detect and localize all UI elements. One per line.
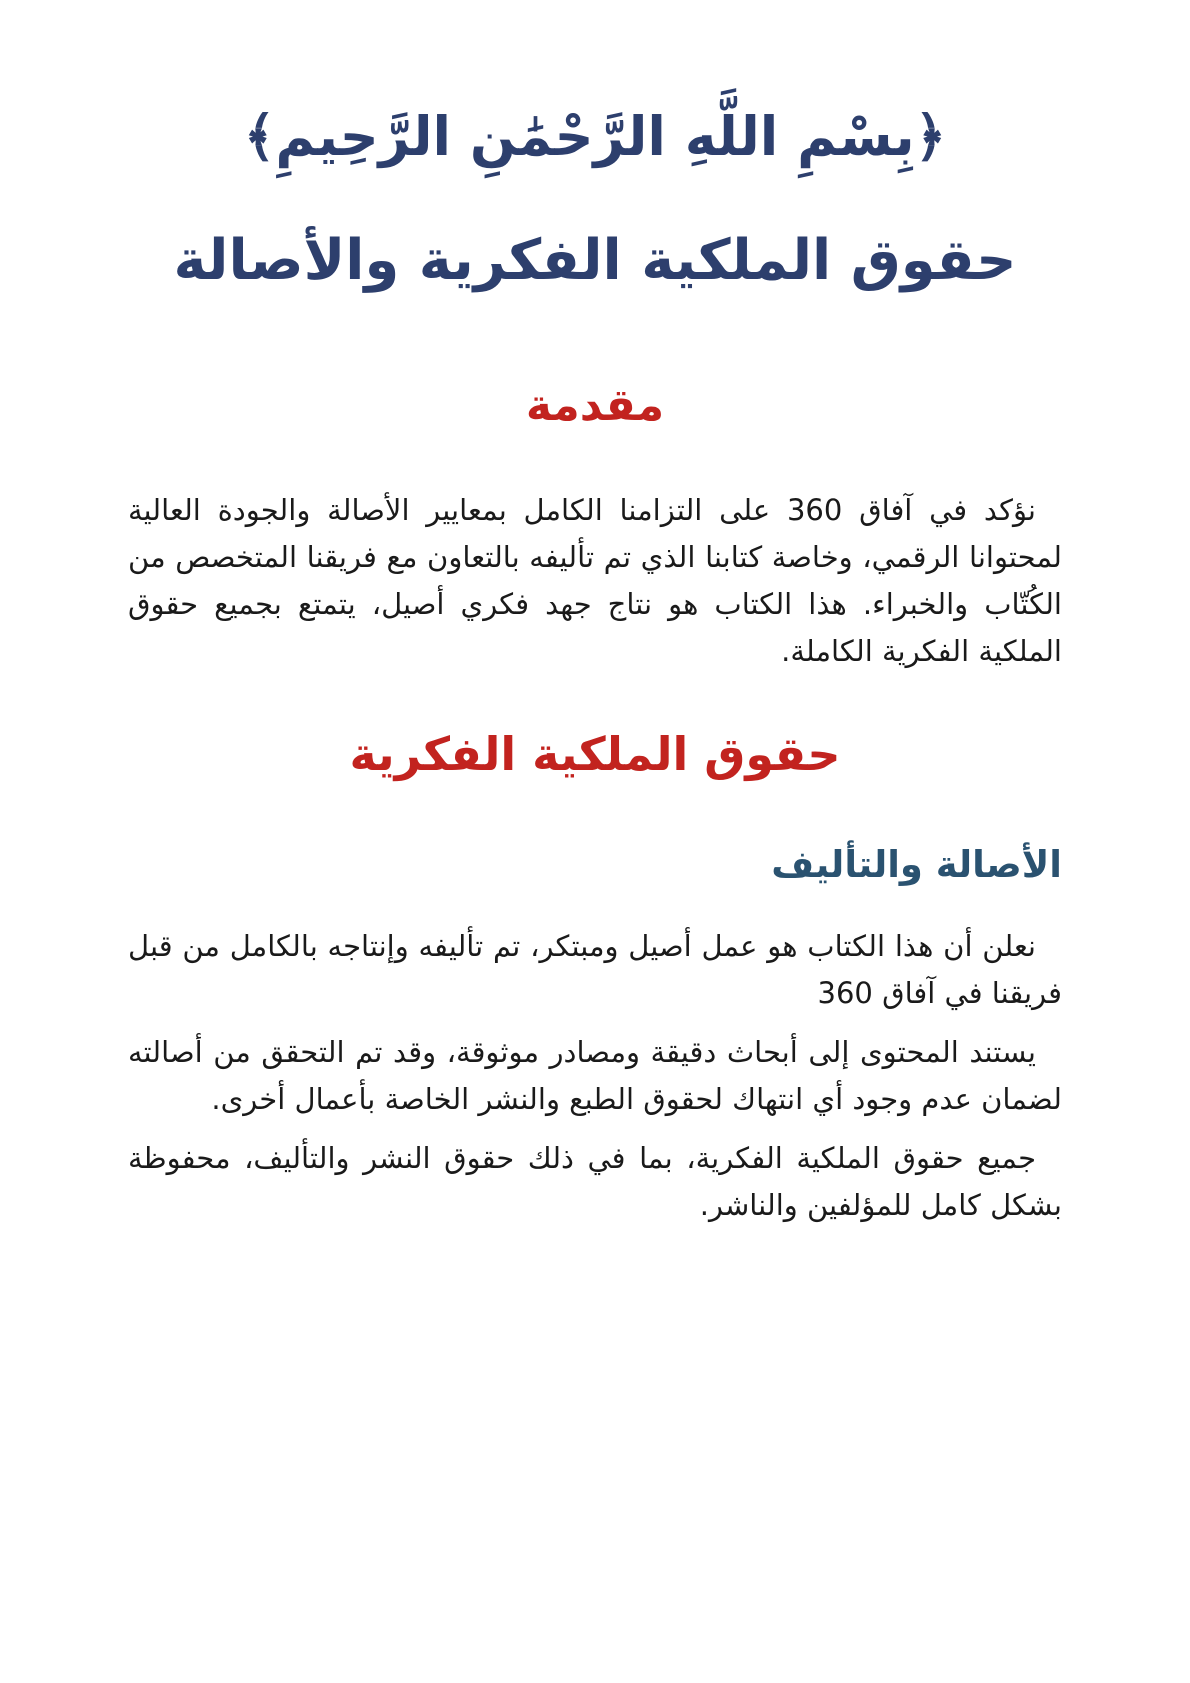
body-paragraph-rights-reserved: جميع حقوق الملكية الفكرية، بما في ذلك حقوق النشر والتأليف، محفوظة بشكل كامل للمؤلفين والناشر. — [128, 1141, 1062, 1223]
intro-paragraph: نؤكد في آفاق 360 على التزامنا الكامل بمعايير الأصالة والجودة العالية لمحتوانا الرقمي، وخاصة كتابنا الذي تم تأليفه بالتعاون مع فريقنا المتخصص من الكُتّاب والخبراء. هذا الكتاب هو نتاج جهد فكري أصيل، يتمتع بجميع حقوق الملكية الفكرية الكاملة. — [128, 492, 1062, 668]
body-paragraph-originality: نعلن أن هذا الكتاب هو عمل أصيل ومبتكر، تم تأليفه وإنتاجه بالكامل من قبل فريقنا في آفاق 360 — [128, 929, 1062, 1011]
body-paragraph-sources: يستند المحتوى إلى أبحاث دقيقة ومصادر موثوقة، وقد تم التحقق من أصالته لضمان عدم وجود أي انتهاك لحقوق الطبع والنشر الخاصة بأعمال أخرى. — [128, 1035, 1062, 1117]
intro-heading: مقدمة — [525, 380, 665, 431]
subsection-heading-originality-authorship: الأصالة والتأليف — [771, 843, 1062, 887]
page-title: حقوق الملكية الفكرية والأصالة — [173, 228, 1017, 293]
basmala-text: ﴿بِسْمِ اللَّهِ الرَّحْمَٰنِ الرَّحِيمِ﴾ — [243, 105, 947, 168]
section-heading-intellectual-property: حقوق الملكية الفكرية — [349, 727, 841, 782]
